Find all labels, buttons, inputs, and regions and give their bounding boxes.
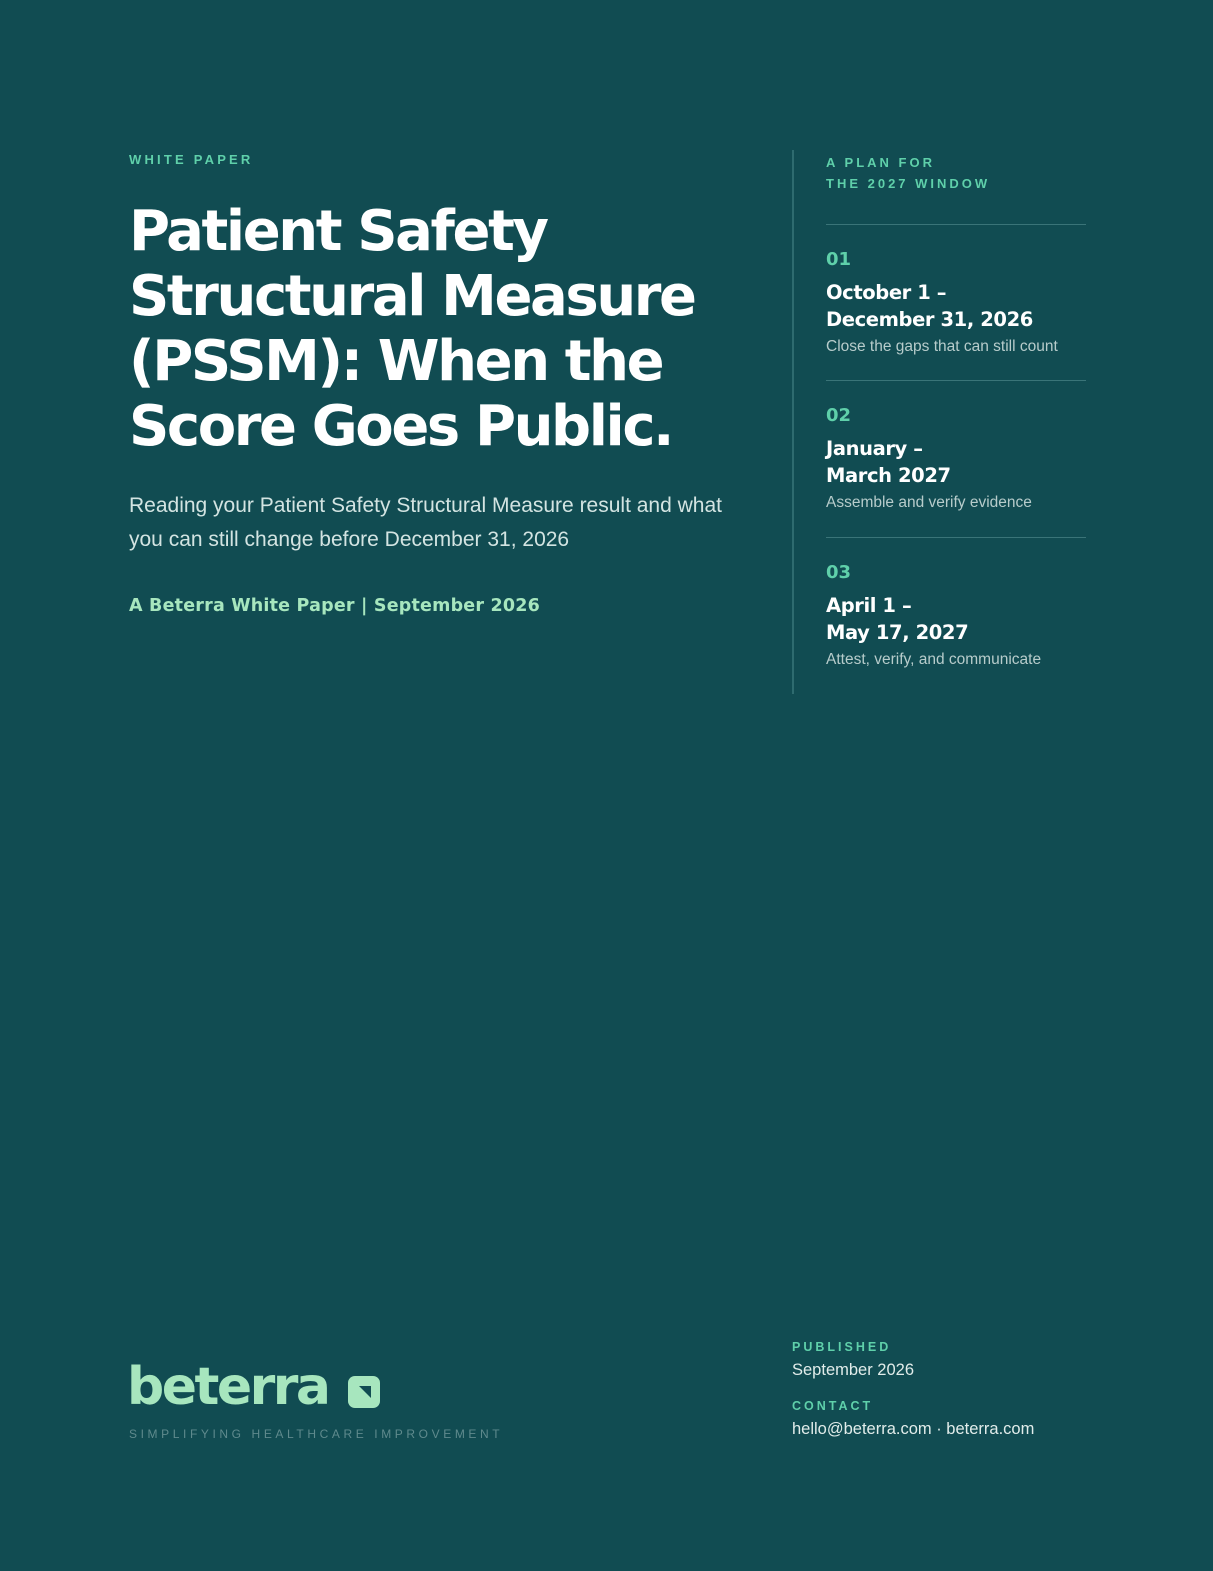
document-subtitle: Reading your Patient Safety Structural Measure result and what you can still change before December 31, 2026	[129, 494, 722, 551]
step-date-start: October 1 –	[826, 281, 947, 304]
document-byline: A Beterra White Paper | September 2026	[129, 596, 540, 616]
plan-step-1	[826, 224, 1086, 381]
step-number: 03	[826, 562, 852, 583]
step-number: 02	[826, 405, 852, 426]
step-description: Assemble and verify evidence	[826, 494, 1032, 511]
step-date-start: January –	[826, 437, 923, 460]
step-date-start: April 1 –	[826, 594, 912, 617]
document-type-label: WHITE PAPER	[129, 152, 254, 167]
published-date: September 2026	[792, 1361, 915, 1379]
published-label: PUBLISHED	[792, 1340, 892, 1354]
step-date-end: March 2027	[826, 464, 951, 487]
step-description: Close the gaps that can still count	[826, 338, 1058, 355]
plan-heading-line2: THE 2027 WINDOW	[826, 176, 991, 191]
plan-step-2	[826, 380, 1086, 537]
step-date-end: December 31, 2026	[826, 308, 1033, 331]
logo-wordmark: beterra	[127, 1358, 329, 1414]
step-date-end: May 17, 2027	[826, 621, 969, 644]
step-description: Attest, verify, and communicate	[826, 651, 1042, 668]
contact-details: hello@beterra.com · beterra.com	[792, 1420, 1035, 1438]
contact-label: CONTACT	[792, 1399, 874, 1413]
step-date-range	[826, 279, 1086, 333]
logo-mark-icon	[348, 1376, 380, 1408]
plan-heading	[826, 152, 990, 194]
beterra-logo	[127, 1358, 389, 1414]
step-date-range	[826, 592, 1086, 646]
plan-heading-line1: A PLAN FOR	[826, 155, 935, 170]
document-title: Patient Safety Structural Measure (PSSM): When the Score Goes Public.	[129, 199, 695, 459]
brand-tagline: SIMPLIFYING HEALTHCARE IMPROVEMENT	[129, 1427, 504, 1441]
plan-step-3	[826, 537, 1086, 694]
step-date-range	[826, 435, 1086, 489]
plan-timeline	[792, 150, 1086, 694]
step-number: 01	[826, 249, 852, 270]
